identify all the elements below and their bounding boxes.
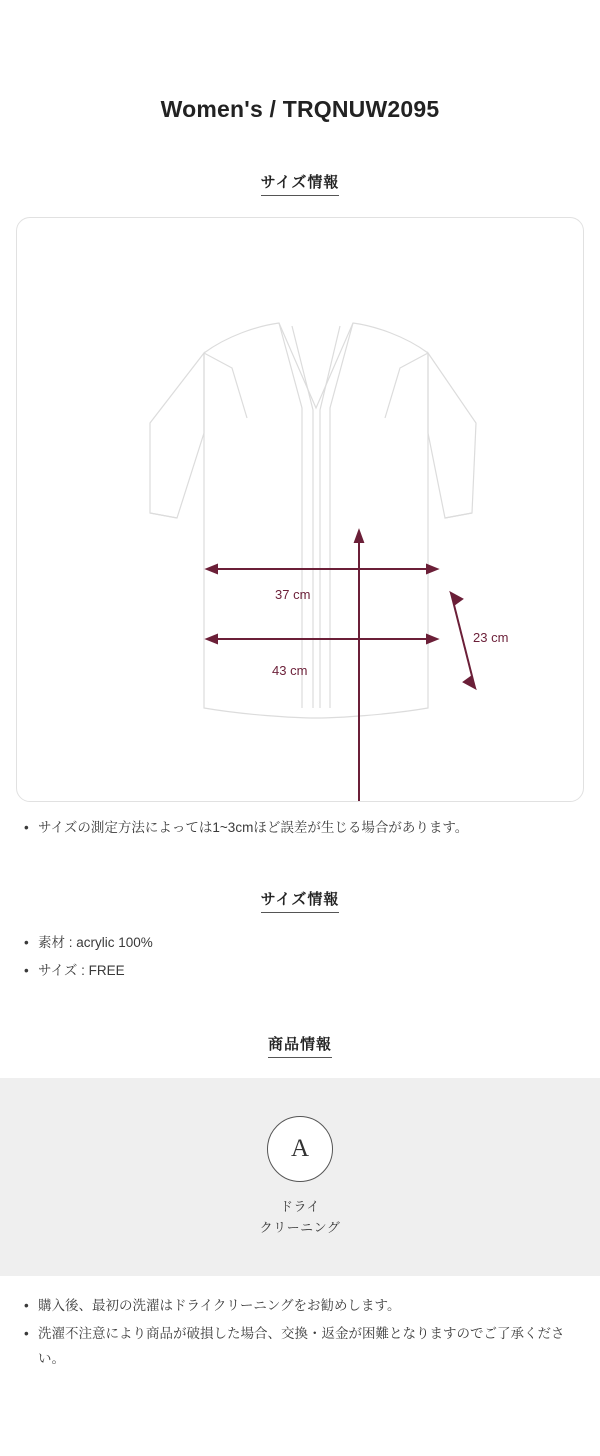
spec-list — [16, 929, 584, 986]
list-item: • 洗濯不注意により商品が破損した場合、交換・返金が困難となりますのでご了承ください。 — [16, 1322, 584, 1372]
care-label-line2: クリーニング — [259, 1220, 341, 1236]
list-item: • サイズ : FREE — [16, 957, 584, 985]
list-item: • 素材 : acrylic 100% — [16, 929, 584, 957]
spec-heading — [16, 888, 584, 909]
product-info-heading — [16, 1033, 584, 1054]
care-label — [260, 1196, 341, 1239]
size-info-heading — [16, 171, 584, 192]
size-diagram-panel — [16, 217, 584, 802]
bottom-note-section — [0, 1294, 600, 1372]
page-title: Women's / TRQNUW2095 — [160, 96, 440, 122]
chest-measurement-label: 43 cm — [272, 663, 308, 678]
care-label-line1: ドライ — [279, 1198, 321, 1214]
list-item: • 購入後、最初の洗濯はドライクリーニングをお勧めします。 — [16, 1294, 584, 1319]
bottom-note-list — [16, 1294, 584, 1372]
product-info-heading-text: 商品情報 — [268, 1036, 332, 1058]
dry-clean-symbol: A — [290, 1134, 310, 1162]
size-note-item: • サイズの測定方法によっては1~3cmほど誤差が生じる場合があります。 — [16, 816, 584, 840]
sleeve-measurement-label: 23 cm — [473, 630, 509, 645]
size-info-heading-text: サイズ情報 — [261, 174, 340, 196]
garment-size-diagram — [17, 218, 583, 801]
shoulder-measurement-label: 37 cm — [275, 587, 311, 602]
size-note-list — [16, 816, 584, 840]
care-instruction-panel — [0, 1078, 600, 1276]
dry-clean-icon — [267, 1116, 333, 1182]
spec-heading-text: サイズ情報 — [261, 891, 340, 913]
product-size-page — [0, 96, 600, 1054]
garment-illustration — [150, 323, 476, 718]
